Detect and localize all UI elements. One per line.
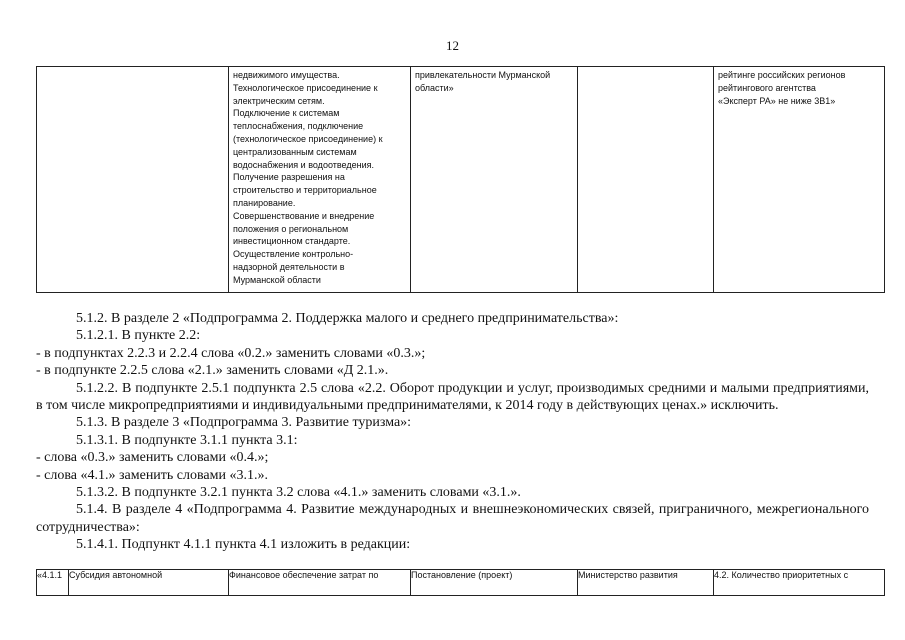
paragraph-5-1-3-1: 5.1.3.1. В подпункте 3.1.1 пункта 3.1: bbox=[76, 432, 298, 448]
cell-line: Мурманской области bbox=[233, 274, 321, 285]
top-table bbox=[36, 66, 885, 293]
top-table-cell-2 bbox=[229, 67, 411, 293]
paragraph-5-1-4-1: 5.1.4.1. Подпункт 4.1.1 пункта 4.1 изложить в редакции: bbox=[76, 537, 411, 553]
cell-line: теплоснабжения, подключение bbox=[233, 121, 364, 132]
page-number: 12 bbox=[446, 38, 459, 53]
cell-line: недвижимого имущества. bbox=[233, 70, 340, 80]
program-goal-text bbox=[411, 67, 577, 97]
cell-line: водоснабжения и водоотведения. bbox=[233, 159, 374, 170]
bottom-table bbox=[36, 569, 885, 596]
cell-line: «Эксперт РА» не ниже 3В1» bbox=[718, 95, 836, 106]
cell-line: Осуществление контрольно- bbox=[233, 249, 354, 260]
bottom-cell-name: Субсидия автономной bbox=[69, 570, 229, 596]
cell-line: надзорной деятельности в bbox=[233, 261, 345, 272]
paragraph-5-1-3: 5.1.3. В разделе 3 «Подпрограмма 3. Развитие туризма»: bbox=[76, 415, 412, 431]
cell-line: привлекательности Мурманской bbox=[415, 70, 551, 80]
paragraph-item-2-2-3: - в подпунктах 2.2.3 и 2.2.4 слова «0.2.» заменить словами «0.3.»; bbox=[36, 345, 426, 361]
cell-line: инвестиционном стандарте. bbox=[233, 236, 351, 247]
measures-text bbox=[229, 67, 410, 289]
cell-line: Совершенствование и внедрение bbox=[233, 210, 375, 221]
cell-line: Получение разрешения на bbox=[233, 172, 345, 183]
indicator-text bbox=[714, 67, 884, 109]
paragraph-item-2-2-5: - в подпункте 2.2.5 слова «2.1.» заменить словами «Д 2.1.». bbox=[36, 363, 389, 379]
cell-line: централизованным системам bbox=[233, 146, 357, 157]
bottom-cell-description: Финансовое обеспечение затрат по bbox=[229, 570, 411, 596]
top-table-cell-1 bbox=[37, 67, 229, 293]
cell-line: строительство и территориальное bbox=[233, 185, 377, 196]
bottom-cell-executor: Министерство развития bbox=[578, 570, 714, 596]
paragraph-5-1-2-1: 5.1.2.1. В пункте 2.2: bbox=[76, 328, 201, 344]
bottom-cell-document: Постановление (проект) bbox=[411, 570, 578, 596]
paragraph-words-4-1: - слова «4.1.» заменить словами «3.1.». bbox=[36, 467, 268, 483]
paragraph-5-1-4: 5.1.4. В разделе 4 «Подпрограмма 4. Развитие международных и внешнеэкономических связей, приграничного, межрегионального сотрудничества»: bbox=[36, 502, 869, 535]
amendment-text bbox=[36, 310, 869, 554]
cell-line: планирование. bbox=[233, 197, 296, 208]
cell-line: рейтингового агентства bbox=[718, 82, 816, 93]
cell-line: рейтинге российских регионов bbox=[718, 70, 846, 80]
bottom-cell-indicator: 4.2. Количество приоритетных с bbox=[714, 570, 885, 596]
cell-line: электрическим сетям. bbox=[233, 95, 325, 106]
paragraph-words-0-3: - слова «0.3.» заменить словами «0.4.»; bbox=[36, 450, 269, 466]
cell-line: области» bbox=[415, 82, 454, 93]
paragraph-5-1-2: 5.1.2. В разделе 2 «Подпрограмма 2. Поддержка малого и среднего предпринимательства»: bbox=[76, 311, 619, 326]
top-table-cell-5 bbox=[714, 67, 885, 293]
cell-line: Технологическое присоединение к bbox=[233, 82, 378, 93]
cell-line: положения о региональном bbox=[233, 223, 349, 234]
cell-line: Подключение к системам bbox=[233, 108, 340, 119]
top-table-cell-4 bbox=[578, 67, 714, 293]
top-table-cell-3 bbox=[411, 67, 578, 293]
cell-line: (технологическое присоединение) к bbox=[233, 133, 383, 144]
bottom-cell-number: «4.1.1 bbox=[37, 570, 69, 596]
paragraph-5-1-3-2: 5.1.3.2. В подпункте 3.2.1 пункта 3.2 слова «4.1.» заменить словами «3.1.». bbox=[76, 485, 521, 501]
paragraph-5-1-2-2: 5.1.2.2. В подпункте 2.5.1 подпункта 2.5 слова «2.2. Оборот продукции и услуг, производимых средними и малыми предприятиями, в том числе микропредприятиями и индивидуальными предпринимателями, к 2014 году в действующих ценах.» исключить. bbox=[36, 380, 869, 414]
